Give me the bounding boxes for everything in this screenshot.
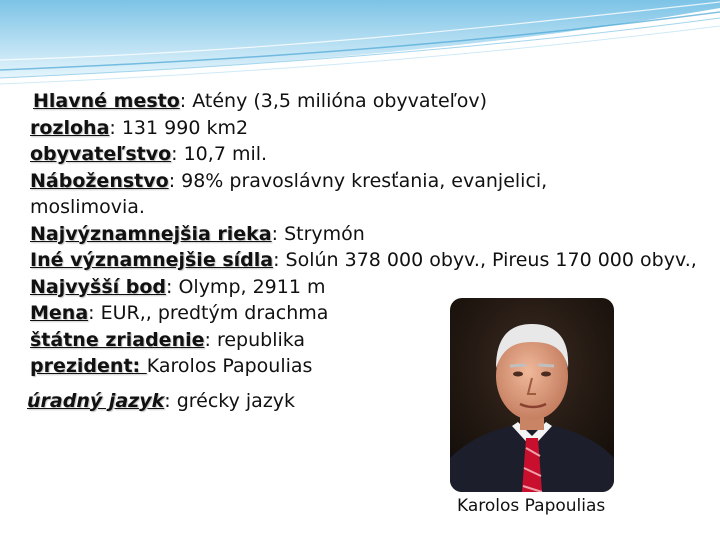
info-value: : Strymón bbox=[271, 222, 365, 245]
photo-caption: Karolos Papoulias bbox=[457, 496, 606, 516]
info-value: Karolos Papoulias bbox=[146, 355, 313, 377]
info-key: rozloha bbox=[30, 116, 110, 139]
info-value: : Atény (3,5 milióna obyvateľov) bbox=[179, 90, 488, 112]
info-religion bbox=[30, 168, 650, 221]
info-key: Najvýznamnejšia rieka bbox=[30, 222, 272, 245]
info-value: : Olymp, 2911 m bbox=[166, 275, 326, 298]
header-wave-decoration bbox=[0, 0, 720, 90]
info-highest-point bbox=[30, 274, 700, 301]
info-key: obyvateľstvo bbox=[30, 143, 172, 165]
info-key: Najvyšší bod bbox=[30, 275, 167, 298]
info-key: Iné významnejšie sídla bbox=[30, 249, 274, 271]
info-key: Náboženstvo bbox=[30, 169, 169, 192]
info-population bbox=[30, 141, 700, 168]
info-key: úradný jazyk bbox=[27, 389, 165, 412]
info-value: : republika bbox=[204, 328, 306, 351]
portrait-illustration bbox=[450, 298, 614, 492]
info-value: : 10,7 mil. bbox=[171, 143, 268, 165]
info-cities bbox=[30, 247, 698, 274]
info-key: Hlavné mesto bbox=[33, 90, 180, 112]
info-value: : grécky jazyk bbox=[164, 389, 296, 412]
info-value: : EUR,, predtým drachma bbox=[88, 302, 329, 324]
info-capital bbox=[33, 88, 700, 115]
info-area bbox=[30, 115, 700, 142]
info-value: : 131 990 km2 bbox=[109, 116, 249, 139]
info-key: prezident: bbox=[30, 355, 147, 377]
info-river bbox=[30, 221, 700, 248]
president-photo bbox=[450, 298, 614, 492]
info-key: Mena bbox=[30, 302, 89, 324]
info-key: štátne zriadenie bbox=[30, 328, 205, 351]
info-value: : 98% pravoslávny kresťania, evanjelici, moslimovia. bbox=[30, 169, 548, 218]
info-value: : Solún 378 000 obyv., Pireus 170 000 obyv., bbox=[273, 249, 697, 271]
